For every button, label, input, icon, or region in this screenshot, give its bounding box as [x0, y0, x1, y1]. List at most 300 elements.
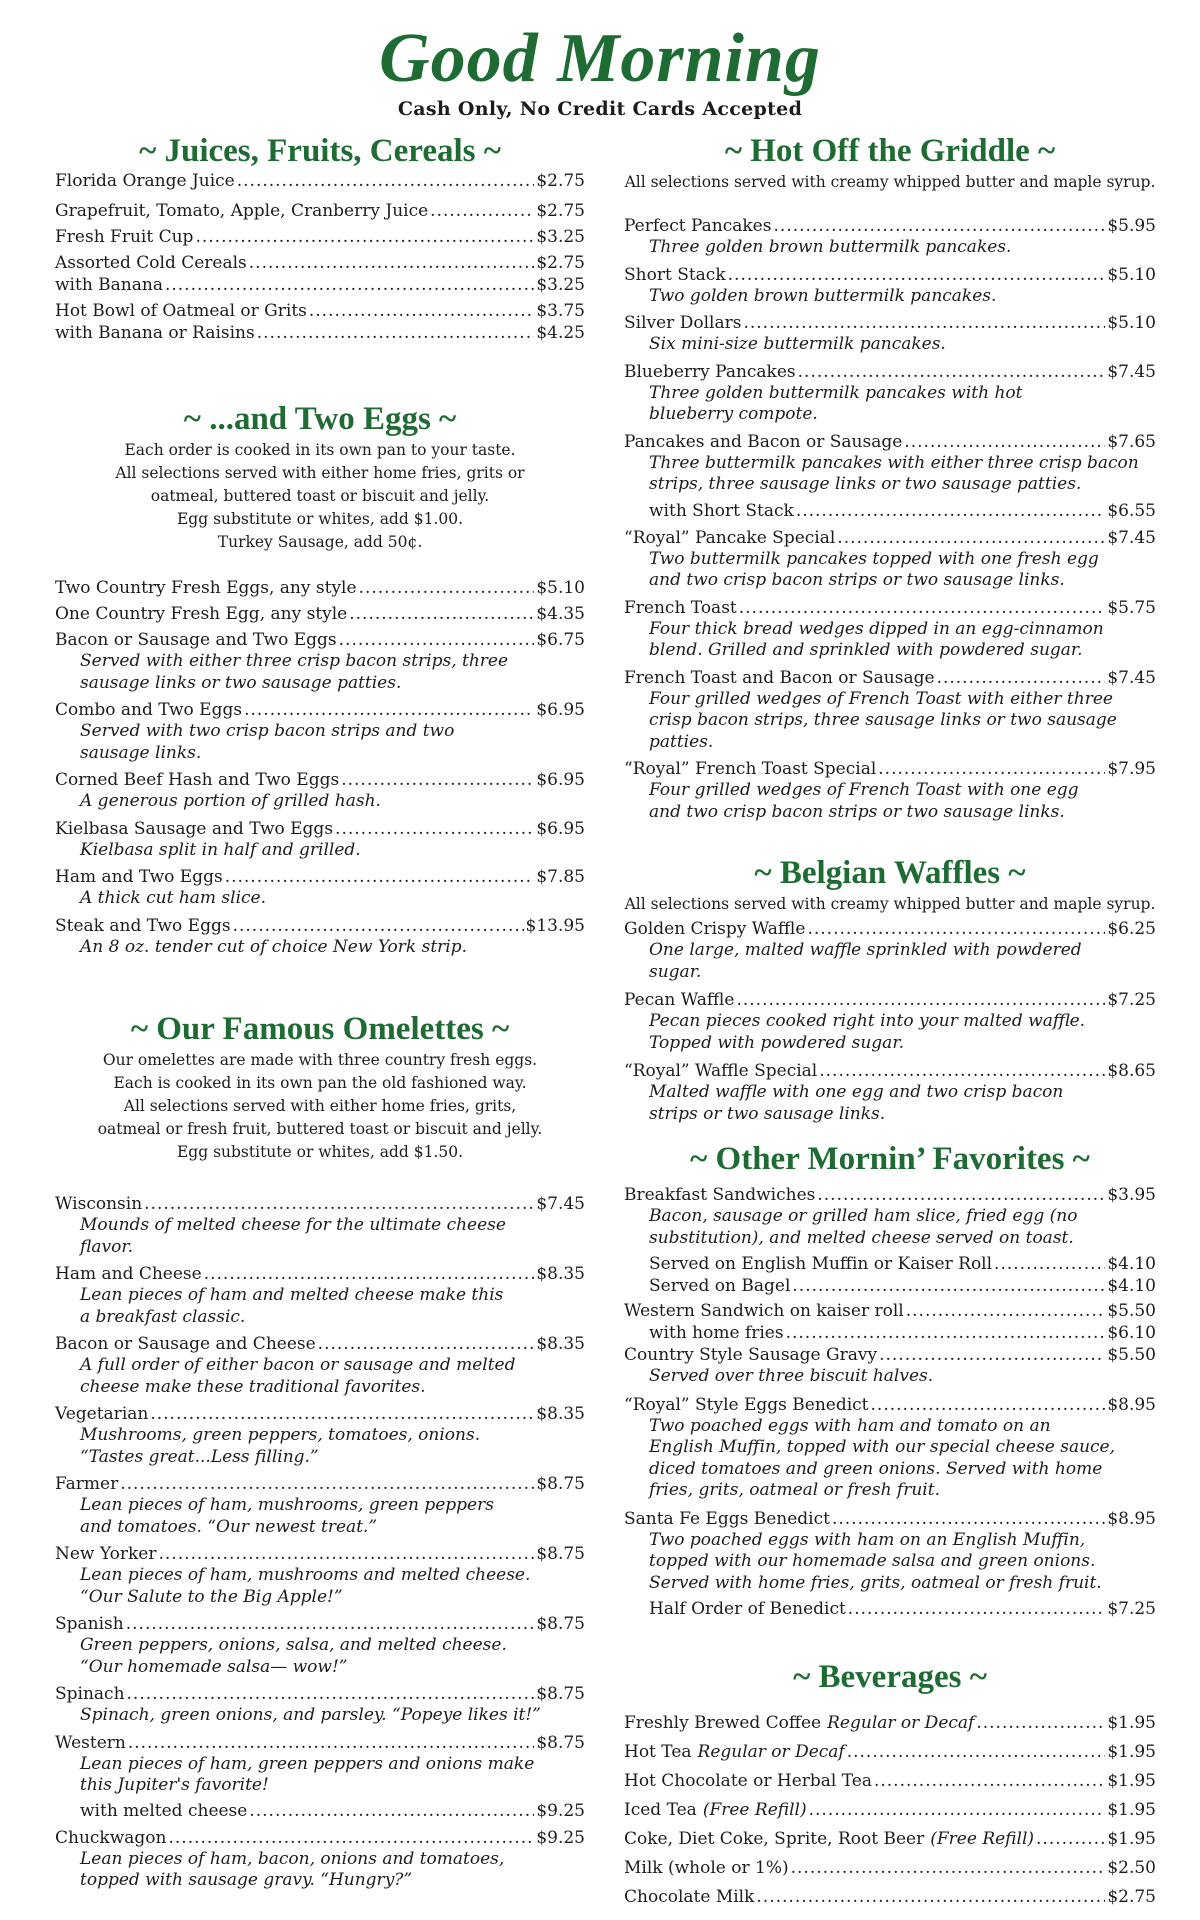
menu-item [624, 312, 1156, 356]
item-name-text: Perfect Pancakes [624, 216, 772, 236]
item-price: $8.35 [536, 1404, 585, 1424]
item-price: $8.35 [536, 1264, 585, 1284]
menu-item [55, 866, 585, 910]
item-name-text: Two Country Fresh Eggs, any style [55, 578, 357, 598]
menu-item [55, 1263, 585, 1328]
item-description: Topped with powdered sugar. [649, 1032, 904, 1053]
menu-item [624, 215, 1156, 259]
item-name-text: New Yorker [55, 1544, 157, 1564]
item-description: Lean pieces of ham, green peppers and onions make [80, 1753, 535, 1774]
dot-leader [144, 1193, 534, 1215]
menu-item [55, 322, 585, 344]
menu-item [55, 1403, 585, 1468]
section-note: oatmeal or fresh fruit, buttered toast or biscuit and jelly. [97, 1120, 543, 1138]
item-name-text: Steak and Two Eggs [55, 915, 231, 936]
section-waffles [624, 854, 1156, 1125]
menu-item [624, 1598, 1156, 1620]
dot-leader [743, 312, 1105, 334]
item-description: Served with two crisp bacon strips and two [80, 721, 455, 741]
menu-item [55, 1613, 585, 1678]
item-price: $8.35 [536, 1334, 585, 1354]
item-description: Four thick bread wedges dipped in an egg-cinnamon [649, 618, 1104, 639]
section-title: ~ Beverages ~ [793, 1659, 987, 1695]
item-qualifier: Regular or Decaf [697, 1742, 845, 1762]
item-name-text: Coke, Diet Coke, Sprite, Root Beer [624, 1829, 925, 1849]
item-description: strips, three sausage links or two sausage patties. [649, 474, 1082, 494]
item-description: Two poached eggs with ham and tomato on an [649, 1415, 1051, 1436]
menu-item-row [624, 1060, 1156, 1082]
menu-item [624, 431, 1156, 496]
menu-item-row [55, 1732, 585, 1754]
menu-item-row [624, 1275, 1156, 1297]
menu-item [55, 1732, 585, 1797]
item-name [55, 1732, 126, 1754]
item-price: $6.95 [536, 770, 585, 790]
dot-leader [796, 500, 1106, 522]
item-price: $7.45 [536, 1194, 585, 1214]
menu-item [624, 527, 1156, 592]
item-name-text: Vegetarian [55, 1404, 149, 1424]
menu-item [55, 699, 585, 764]
menu-item-row [624, 500, 1156, 522]
item-name [624, 989, 734, 1011]
item-name-text: Hot Tea [624, 1742, 692, 1762]
dot-leader [848, 1598, 1106, 1620]
dot-leader [874, 1770, 1105, 1792]
item-name [649, 1275, 790, 1297]
menu-item-row [55, 769, 585, 791]
menu-item-row [624, 1828, 1156, 1850]
item-description: Three golden buttermilk pancakes with hot [649, 382, 1023, 403]
item-name-text: Ham and Two Eggs [55, 867, 223, 887]
item-name [624, 431, 902, 453]
menu-item-row [55, 818, 585, 840]
menu-item [624, 918, 1156, 983]
menu-item [624, 1275, 1156, 1297]
item-name [624, 758, 876, 780]
item-price: $1.95 [1107, 1742, 1156, 1762]
dot-leader [150, 1403, 534, 1425]
dot-leader [128, 1732, 534, 1754]
item-price: $8.75 [536, 1614, 585, 1634]
dot-leader [976, 1712, 1105, 1734]
item-name [55, 300, 307, 322]
item-description: Served with either three crisp bacon strips, three [80, 651, 509, 671]
dot-leader [786, 1322, 1106, 1344]
item-price: $1.95 [1107, 1771, 1156, 1791]
dot-leader [906, 1300, 1106, 1322]
dot-leader [237, 170, 535, 192]
menu-item [55, 274, 585, 296]
item-description: Six mini-size buttermilk pancakes. [649, 334, 946, 354]
dot-leader [233, 915, 524, 937]
item-name-text: Golden Crispy Waffle [624, 919, 806, 939]
item-price: $6.95 [536, 818, 585, 839]
item-price: $5.10 [1107, 313, 1156, 333]
section-title: ~ ...and Two Eggs ~ [183, 401, 457, 437]
menu-item [624, 989, 1156, 1054]
menu-item-row [624, 1799, 1156, 1821]
menu-item-row [55, 274, 585, 296]
item-name [624, 1300, 904, 1322]
menu-item [624, 667, 1156, 754]
item-name [624, 361, 796, 383]
item-price: $8.95 [1107, 1508, 1156, 1529]
item-name-text: Corned Beef Hash and Two Eggs [55, 770, 340, 790]
dot-leader [736, 989, 1105, 1011]
item-name [55, 699, 242, 721]
item-name-text: Breakfast Sandwiches [624, 1185, 816, 1205]
menu-item-row [624, 597, 1156, 619]
item-description: Lean pieces of ham, mushrooms, green peppers [80, 1495, 494, 1515]
menu-item [624, 1828, 1156, 1850]
item-name [55, 1333, 316, 1355]
item-description: fries, grits, oatmeal or fresh fruit. [649, 1480, 940, 1500]
dot-leader [798, 361, 1106, 383]
item-name [55, 1683, 125, 1705]
item-price: $7.45 [1107, 527, 1156, 548]
dot-leader [728, 264, 1106, 286]
menu-item [624, 1712, 1156, 1734]
item-price: $6.25 [1107, 919, 1156, 939]
menu-item-row [55, 1543, 585, 1565]
item-name [55, 915, 231, 937]
dot-leader [335, 818, 534, 840]
menu-item-row [55, 200, 585, 222]
item-name-text: Bacon or Sausage and Two Eggs [55, 630, 337, 650]
dot-leader [871, 1394, 1106, 1416]
menu-item-row [624, 1322, 1156, 1344]
item-price: $5.75 [1107, 597, 1156, 618]
menu-item [55, 1683, 585, 1727]
menu-item [624, 1770, 1156, 1792]
section-title: ~ Our Famous Omelettes ~ [130, 1011, 510, 1047]
section-griddle [624, 132, 1156, 823]
section-title: ~ Juices, Fruits, Cereals ~ [139, 133, 501, 169]
item-name-text: French Toast [624, 597, 737, 618]
item-name-text: with melted cheese [80, 1800, 248, 1821]
item-description: and tomatoes. “Our newest treat.” [80, 1516, 378, 1537]
menu-item-row [624, 989, 1156, 1011]
item-name [55, 252, 247, 274]
item-description: Lean pieces of ham, mushrooms and melted cheese. [80, 1565, 531, 1585]
dot-leader [249, 252, 535, 274]
menu-item-row [624, 1508, 1156, 1530]
menu-item [624, 500, 1156, 522]
item-name [55, 274, 163, 296]
item-description: patties. [649, 731, 714, 752]
menu-item [624, 1344, 1156, 1388]
menu-item-row [55, 603, 585, 625]
menu-item-row [624, 361, 1156, 383]
item-name [649, 500, 794, 522]
item-price: $3.25 [536, 227, 585, 247]
item-name-text: “Royal” Waffle Special [624, 1061, 818, 1081]
menu-item-row [55, 1800, 585, 1822]
item-description: Spinach, green onions, and parsley. “Popeye likes it!” [80, 1705, 541, 1725]
menu-item-row [55, 1473, 585, 1495]
item-name-text: Silver Dollars [624, 313, 742, 333]
dot-leader [359, 577, 535, 599]
menu-item [624, 1253, 1156, 1275]
menu-item [624, 1799, 1156, 1821]
item-name [624, 918, 805, 940]
item-name-text: Bacon or Sausage and Cheese [55, 1334, 316, 1354]
item-name-text: Farmer [55, 1474, 119, 1494]
item-description: Two poached eggs with ham on an English Muffin, [649, 1529, 1086, 1550]
item-name [624, 527, 835, 549]
menu-item-row [624, 1253, 1156, 1275]
item-description: Four grilled wedges of French Toast with either three [649, 688, 1113, 709]
item-price: $9.25 [536, 1827, 585, 1848]
menu-item-row [55, 226, 585, 248]
item-qualifier: (Free Refill) [702, 1800, 807, 1820]
item-name-text: Western Sandwich on kaiser roll [624, 1301, 904, 1321]
item-name-text: with Short Stack [649, 500, 794, 521]
menu-item [55, 1827, 585, 1892]
section-omelettes [55, 1010, 585, 1892]
item-price: $8.75 [536, 1544, 585, 1564]
item-price: $4.10 [1107, 1276, 1156, 1296]
menu-item [55, 1473, 585, 1538]
menu-item-row [624, 1598, 1156, 1620]
dot-leader [809, 1799, 1106, 1821]
item-price: $6.10 [1107, 1323, 1156, 1343]
item-name [624, 1060, 817, 1082]
item-description: Kielbasa split in half and grilled. [80, 839, 361, 860]
item-description: diced tomatoes and green onions. Served with home [649, 1458, 1103, 1479]
item-price: $2.75 [1107, 1887, 1156, 1907]
menu-item [55, 200, 585, 222]
item-price: $7.45 [1107, 667, 1156, 688]
item-description: Lean pieces of ham, bacon, onions and tomatoes, [80, 1848, 505, 1869]
item-price: $5.95 [1107, 216, 1156, 236]
dot-leader [837, 527, 1105, 549]
item-name-text: Spanish [55, 1614, 124, 1634]
menu-item-row [624, 1300, 1156, 1322]
menu-item-row [624, 527, 1156, 549]
item-price: $8.75 [536, 1474, 585, 1494]
dot-leader [878, 758, 1105, 780]
item-price: $2.75 [536, 171, 585, 191]
item-price: $6.55 [1107, 500, 1156, 521]
menu-item-row [624, 667, 1156, 689]
item-price: $6.75 [536, 630, 585, 650]
item-price: $8.65 [1107, 1061, 1156, 1081]
menu-item [55, 300, 585, 322]
dot-leader [318, 1333, 535, 1355]
item-name-text: French Toast and Bacon or Sausage [624, 667, 935, 688]
menu-item-row [624, 1886, 1156, 1908]
section-note: oatmeal, buttered toast or biscuit and jelly. [150, 487, 490, 505]
dot-leader [832, 1508, 1105, 1530]
menu-item-row [55, 170, 585, 192]
item-price: $4.10 [1107, 1254, 1156, 1274]
dot-leader [244, 699, 534, 721]
item-description: strips or two sausage links. [649, 1103, 886, 1124]
section-favorites [624, 1140, 1156, 1620]
item-description: Bacon, sausage or grilled ham slice, fried egg (no [649, 1206, 1078, 1226]
item-name [55, 818, 333, 840]
section-note: All selections served with either home fries, grits, [123, 1097, 517, 1115]
item-name-text: with home fries [649, 1323, 784, 1343]
menu-item-row [55, 1263, 585, 1285]
menu-item [55, 769, 585, 813]
item-name [624, 1828, 1034, 1850]
section-note: Each order is cooked in its own pan to your taste. [124, 441, 516, 459]
menu-item [55, 915, 585, 959]
menu-item [55, 818, 585, 862]
item-description: Malted waffle with one egg and two crisp bacon [649, 1082, 1064, 1102]
item-name [55, 322, 255, 344]
item-description: Served over three biscuit halves. [649, 1366, 934, 1386]
menu-item-row [55, 699, 585, 721]
item-name-text: Combo and Two Eggs [55, 700, 243, 720]
item-description: Pecan pieces cooked right into your malted waffle. [649, 1011, 1086, 1031]
menu-item [624, 1857, 1156, 1879]
item-description: this Jupiter's favorite! [80, 1775, 269, 1795]
item-price: $7.95 [1107, 759, 1156, 779]
item-name-text: “Royal” French Toast Special [624, 759, 877, 779]
item-name [55, 1613, 124, 1635]
section-note: Egg substitute or whites, add $1.00. [176, 510, 464, 528]
dot-leader [430, 200, 534, 222]
item-name [624, 1344, 877, 1366]
item-description: “Our homemade salsa— wow!” [80, 1656, 348, 1677]
item-name [649, 1253, 992, 1275]
item-name-text: Chocolate Milk [624, 1887, 755, 1907]
item-description: Served with home fries, grits, oatmeal or fresh fruit. [649, 1572, 1102, 1593]
item-name [55, 577, 357, 599]
item-name-text: Iced Tea [624, 1800, 697, 1820]
menu-item-row [55, 300, 585, 322]
item-description: A generous portion of grilled hash. [80, 791, 381, 811]
dot-leader [339, 629, 535, 651]
section-note: All selections served with creamy whipped butter and maple syrup. [624, 173, 1156, 191]
item-description: “Our Salute to the Big Apple!” [80, 1586, 343, 1607]
menu-item-row [55, 1333, 585, 1355]
item-name-text: Santa Fe Eggs Benedict [624, 1508, 830, 1529]
item-price: $9.25 [536, 1800, 585, 1821]
item-name-text: Western [55, 1732, 126, 1753]
menu-item [624, 1741, 1156, 1763]
item-price: $7.65 [1107, 431, 1156, 452]
item-name-text: Hot Chocolate or Herbal Tea [624, 1771, 872, 1791]
dot-leader [165, 274, 534, 296]
dot-leader [168, 1827, 534, 1849]
item-price: $1.95 [1107, 1829, 1156, 1849]
item-name [624, 1857, 789, 1879]
item-description: Green peppers, onions, salsa, and melted cheese. [80, 1635, 507, 1655]
menu-item-row [55, 1193, 585, 1215]
item-price: $1.95 [1107, 1713, 1156, 1733]
dot-leader [225, 866, 535, 888]
menu-item [55, 170, 585, 192]
item-description: a breakfast classic. [80, 1306, 246, 1327]
menu-item [624, 361, 1156, 426]
menu-item [624, 758, 1156, 823]
item-description: sausage links or two sausage patties. [80, 672, 402, 693]
item-name-text: Milk (whole or 1%) [624, 1858, 789, 1878]
section-two-eggs [55, 400, 585, 958]
menu-item-row [55, 915, 585, 937]
item-price: $5.10 [536, 578, 585, 598]
item-description: A thick cut ham slice. [80, 888, 267, 908]
item-name-text: Grapefruit, Tomato, Apple, Cranberry Juice [55, 201, 429, 221]
item-name-text: Pancakes and Bacon or Sausage [624, 431, 903, 452]
menu-item-row [624, 1184, 1156, 1206]
item-description: substitution), and melted cheese served on toast. [649, 1227, 1074, 1248]
item-price: $6.95 [536, 700, 585, 720]
item-price: $2.75 [536, 201, 585, 221]
dot-leader [847, 1741, 1106, 1763]
item-price: $7.25 [1107, 1599, 1156, 1619]
item-name [649, 1598, 846, 1620]
menu-item-row [55, 322, 585, 344]
menu-item-row [624, 431, 1156, 453]
dot-leader [127, 1683, 535, 1705]
item-name [624, 1770, 872, 1792]
section-note: Each is cooked in its own pan the old fashioned way. [113, 1074, 527, 1092]
dot-leader [204, 1263, 535, 1285]
item-description: “Tastes great...Less filling.” [80, 1446, 319, 1467]
dot-leader [937, 667, 1106, 689]
item-price: $8.75 [536, 1732, 585, 1753]
item-description: Four grilled wedges of French Toast with one egg [649, 780, 1079, 800]
item-description: Two golden brown buttermilk pancakes. [649, 285, 997, 306]
dot-leader [807, 918, 1105, 940]
item-name [624, 215, 771, 237]
menu-item [624, 1322, 1156, 1344]
item-description: crisp bacon strips, three sausage links or two sausage [649, 710, 1117, 730]
menu-item [55, 252, 585, 274]
section-title: ~ Belgian Waffles ~ [754, 855, 1026, 891]
item-name-text: with Banana or Raisins [55, 323, 255, 343]
dot-leader [120, 1473, 534, 1495]
menu-item [55, 1193, 585, 1258]
item-price: $2.75 [536, 253, 585, 273]
dot-leader [159, 1543, 535, 1565]
item-name [624, 1886, 754, 1908]
item-price: $5.50 [1107, 1345, 1156, 1365]
item-name-text: Wisconsin [55, 1194, 143, 1214]
item-name-text: Country Style Sausage Gravy [624, 1345, 878, 1365]
item-name-text: Blueberry Pancakes [624, 361, 796, 382]
item-name [55, 769, 339, 791]
dot-leader [994, 1253, 1105, 1275]
item-name [55, 1263, 202, 1285]
dot-leader [257, 322, 535, 344]
dot-leader [309, 300, 534, 322]
item-description: Lean pieces of ham and melted cheese make this [80, 1285, 504, 1305]
item-price: $4.25 [536, 323, 585, 343]
menu-item-row [624, 312, 1156, 334]
dot-leader [756, 1886, 1105, 1908]
menu-item [55, 629, 585, 694]
item-name [624, 597, 737, 619]
item-name-text: “Royal” Style Eggs Benedict [624, 1394, 869, 1415]
item-description: blend. Grilled and sprinkled with powdered sugar. [649, 640, 1083, 660]
item-description: blueberry compote. [649, 404, 818, 424]
item-price: $7.45 [1107, 361, 1156, 382]
item-price: $7.25 [1107, 990, 1156, 1010]
dot-leader [126, 1613, 535, 1635]
menu-item-row [55, 1827, 585, 1849]
dot-leader [792, 1275, 1105, 1297]
section-note: All selections served with creamy whipped butter and maple syrup. [624, 895, 1156, 913]
item-description: topped with sausage gravy. “Hungry?” [80, 1870, 413, 1890]
item-name [624, 1508, 830, 1530]
